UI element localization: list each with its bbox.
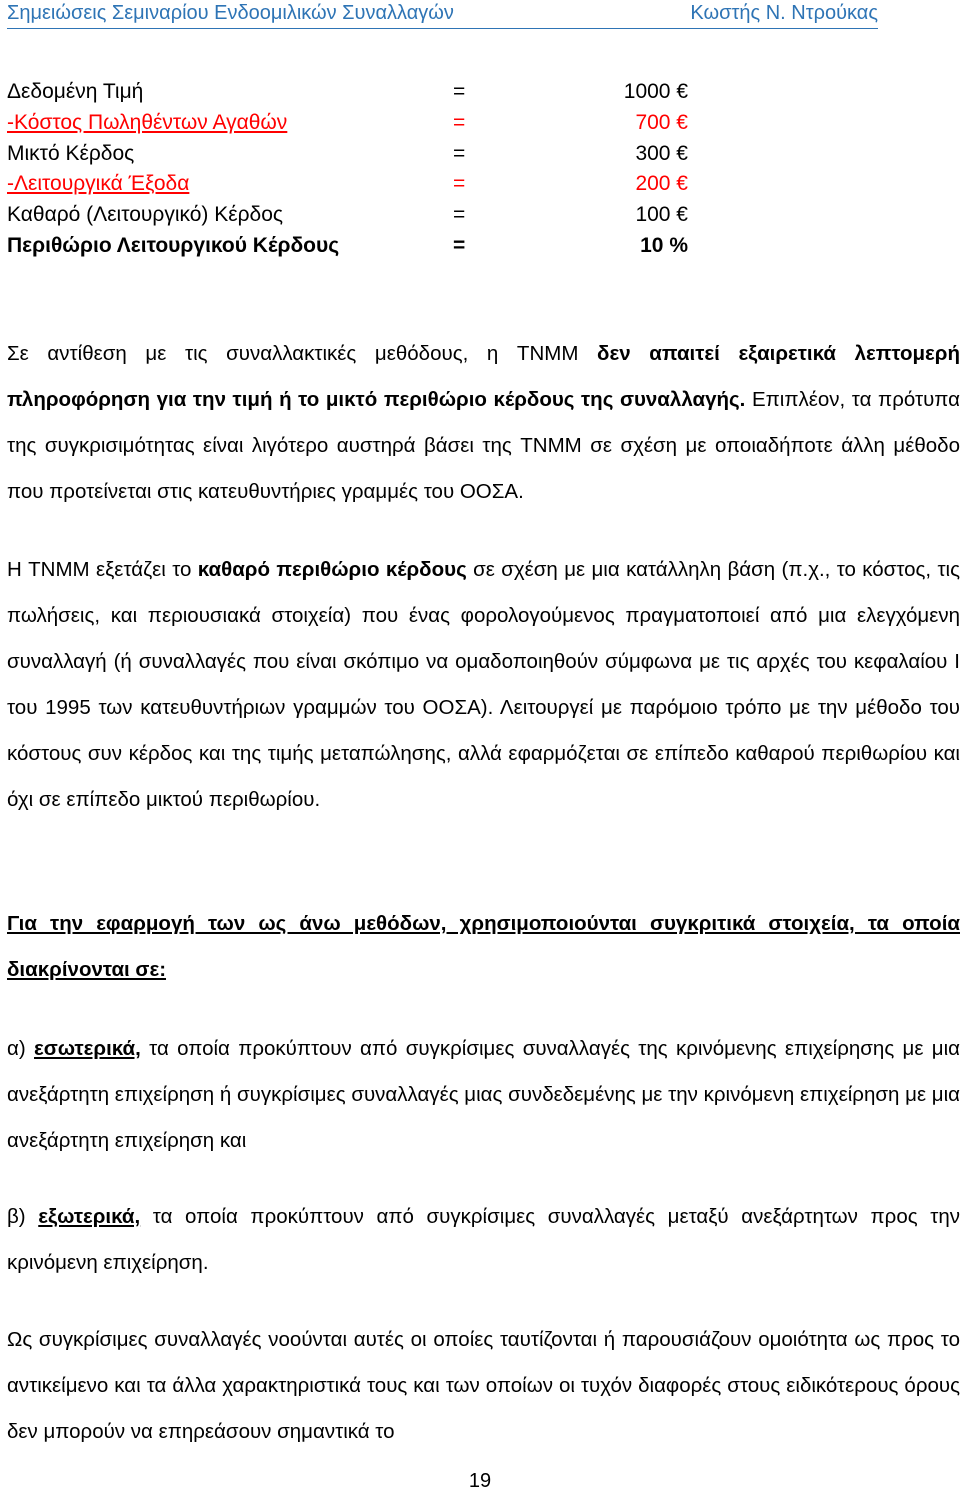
p1-bold: δεν απαιτεί εξαιρετικά λεπτομερή πληροφόρηση για την τιμή ή το μικτό περιθώριο κέρδους της συναλλαγής.	[7, 342, 960, 411]
p2-text-2: σε σχέση με μια κατάλληλη βάση (π.χ., το κόστος, τις πωλήσεις, και περιουσιακά στοιχεία) που ένας φορολογούμενος πραγματοποιεί από μια ελεγχόμενη συναλλαγή (ή συναλλαγές που είναι σκόπιμο να ομαδοποιηθούν σύμφωνα με τις αρχές του κεφαλαίου I του 1995 των κατευθυντήριων γραμμών του ΟΟΣΑ). Λειτουργεί με παρόμοιο τρόπο με την μέθοδο του κόστους συν κέρδος και της τιμής μεταπώλησης, αλλά εφαρμόζεται σε επίπεδο καθαρού περιθωρίου και όχι σε επίπεδο μικτού περιθωρίου.	[7, 558, 960, 811]
calc-equals: =	[453, 172, 466, 196]
calc-row-operating-margin	[7, 231, 697, 262]
calc-equals: =	[453, 110, 466, 134]
p2-text-1: Η TNMM εξετάζει το	[7, 558, 198, 581]
calculation-table	[7, 77, 697, 262]
calc-value: 100 €	[635, 203, 688, 227]
p4-text-2: τα οποία προκύπτουν από συγκρίσιμες συναλλαγές της κρινόμενης επιχείρησης με μια ανεξάρτητη επιχείρηση ή συγκρίσιμες συναλλαγές μιας συνδεδεμένης με την κρινόμενη επιχείρηση με μια ανεξάρτητη επιχείρηση και	[7, 1037, 960, 1152]
calc-value: 300 €	[635, 141, 688, 165]
paragraph-internal-comparables	[7, 1026, 960, 1164]
p5-bold: εξωτερικά,	[38, 1205, 141, 1228]
page-number: 19	[468, 1470, 492, 1492]
calc-label: Καθαρό (Λειτουργικό) Κέρδος	[7, 203, 284, 227]
header-author: Κωστής Ν. Ντρούκας	[690, 2, 878, 24]
calc-label: Δεδομένη Τιμή	[7, 80, 144, 103]
calc-label: -Κόστος Πωληθέντων Αγαθών	[7, 110, 288, 134]
calc-equals: =	[453, 203, 466, 227]
calc-label: Μικτό Κέρδος	[7, 141, 135, 165]
p3-bold: Για την εφαρμογή των ως άνω μεθόδων, χρησιμοποιούνται συγκριτικά στοιχεία, τα οποία διακρίνονται σε:	[7, 912, 960, 981]
paragraph-comparable-transactions	[7, 1317, 960, 1455]
calc-row-net-profit	[7, 200, 697, 231]
p1-text-1: Σε αντίθεση με τις συναλλακτικές μεθόδους, η TNMM	[7, 342, 598, 365]
calc-value: 700 €	[635, 110, 688, 134]
calc-value: 10 %	[640, 233, 688, 257]
p1-text-2: Επιπλέον, τα πρότυπα της συγκρισιμότητας είναι λιγότερο αυστηρά βάσει της TNMM σε σχέση με οποιαδήποτε άλλη μέθοδο που προτείνεται στις κατευθυντήριες γραμμές του ΟΟΣΑ.	[7, 388, 960, 503]
calc-equals: =	[453, 141, 466, 165]
paragraph-tnmm-definition	[7, 547, 960, 823]
page-header	[7, 2, 878, 25]
calc-row-operating-expenses	[7, 169, 697, 200]
calc-value: 1000 €	[623, 80, 688, 103]
paragraph-comparables-intro	[7, 901, 960, 993]
header-title: Σημειώσεις Σεμιναρίου Ενδοομιλικών Συναλλαγών	[7, 2, 454, 24]
calc-label: -Λειτουργικά Έξοδα	[7, 172, 190, 196]
calc-label: Περιθώριο Λειτουργικού Κέρδους	[7, 233, 340, 257]
p4-bold: εσωτερικά,	[34, 1037, 141, 1060]
p6-text-1: Ως συγκρίσιμες συναλλαγές νοούνται αυτές οι οποίες ταυτίζονται ή παρουσιάζουν ομοιότητα ως προς το αντικείμενο και τα άλλα χαρακτηριστικά τους και των οποίων οι τυχόν διαφορές στους ειδικότερους όρους δεν μπορούν να επηρεάσουν σημαντικά το	[7, 1328, 960, 1443]
p5-text-2: τα οποία προκύπτουν από συγκρίσιμες συναλλαγές μεταξύ ανεξάρτητων προς την κρινόμενη επιχείρηση.	[7, 1205, 960, 1274]
p4-text-1: α)	[7, 1037, 35, 1060]
p2-bold: καθαρό περιθώριο κέρδους	[197, 558, 467, 581]
paragraph-external-comparables	[7, 1194, 960, 1286]
p5-text-1: β)	[7, 1205, 39, 1228]
calc-row-price	[7, 77, 697, 108]
calc-equals: =	[453, 80, 466, 103]
paragraph-tnmm-comparison	[7, 331, 960, 515]
calc-row-gross-profit	[7, 139, 697, 170]
calc-equals: =	[453, 233, 466, 257]
calc-row-cogs	[7, 108, 697, 139]
calc-value: 200 €	[635, 172, 688, 196]
